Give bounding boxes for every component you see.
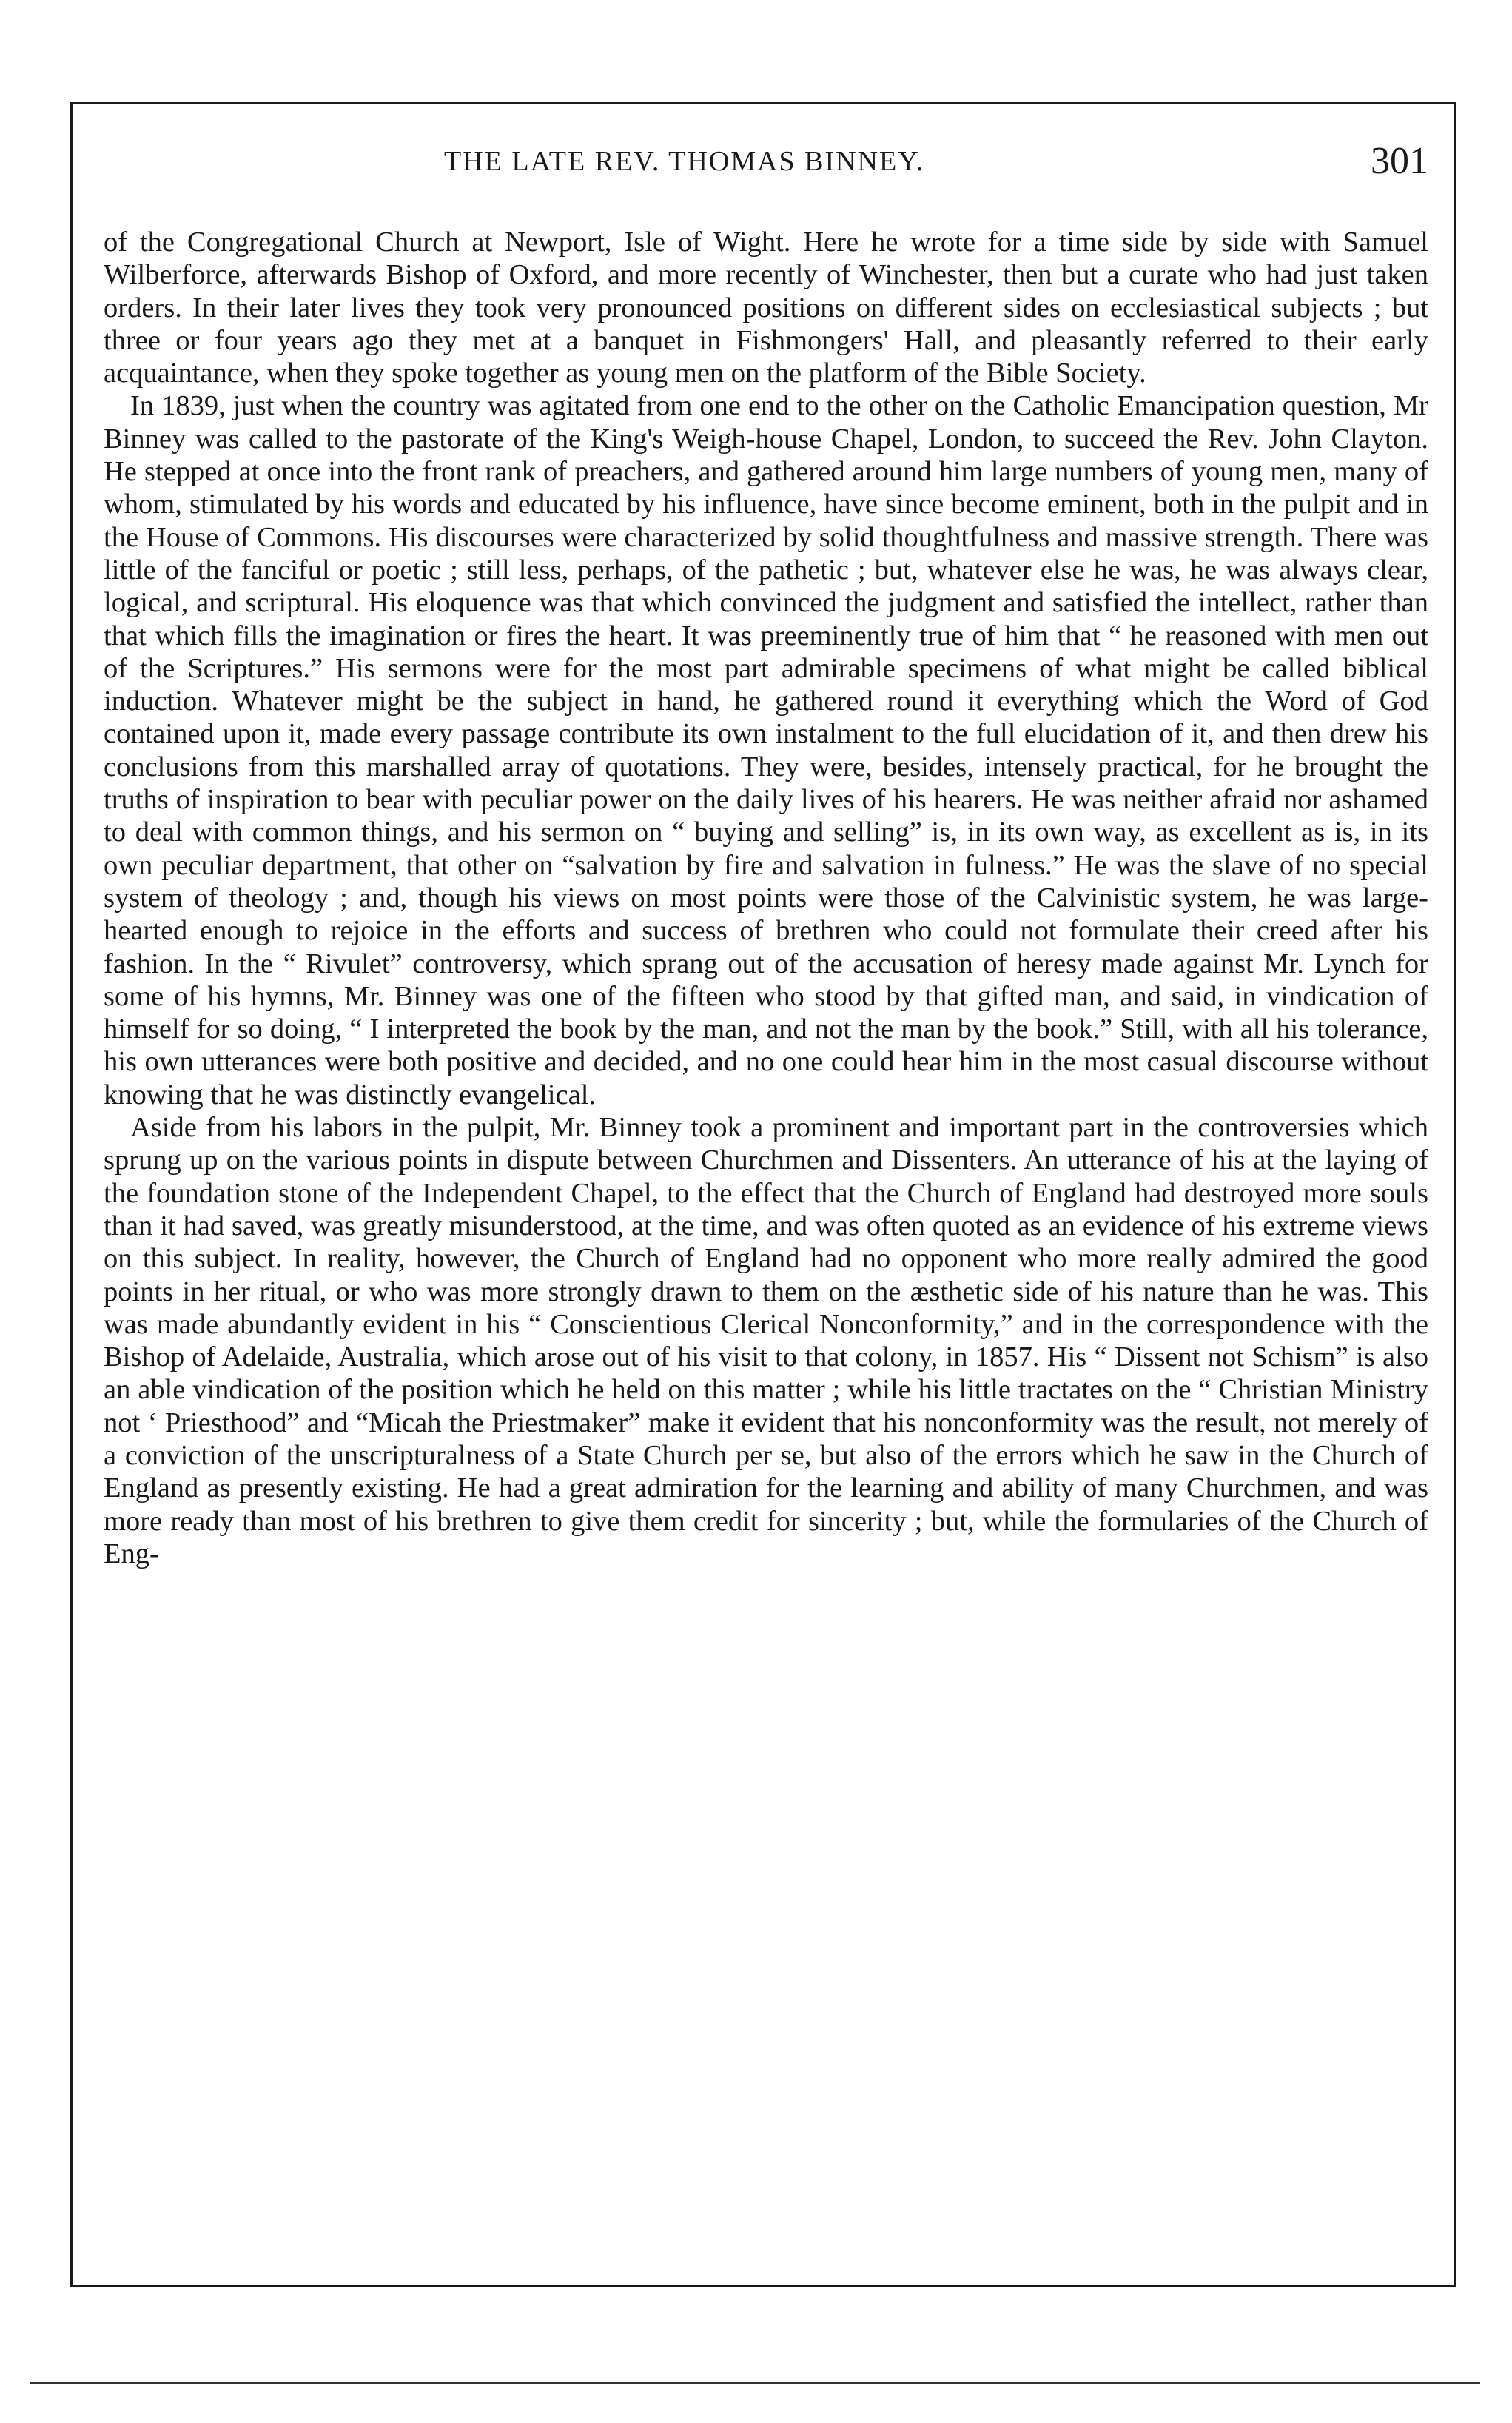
frame-top-rule	[70, 102, 1456, 104]
article-body	[104, 226, 1428, 1570]
page-number: 301	[1371, 140, 1428, 182]
paragraph-continued: of the Congregational Church at Newport, Isle of Wight. Here he wrote for a time side by side with Samuel Wilberforce, afterwards Bishop of Oxford, and more recently of Winchester, then but a curate who had just taken orders. In their later lives they took very pronounced positions on different sides on ecclesiastical subjects ; but three or four years ago they met at a banquet in Fishmongers' Hall, and pleasantly referred to their early acquaintance, when they spoke together as young men on the platform of the Bible Society.	[104, 227, 1428, 389]
page-bottom-rule	[30, 2382, 1480, 2384]
frame-left-rule	[70, 102, 73, 2286]
page-header	[104, 139, 1428, 191]
frame-right-rule	[1454, 102, 1456, 2286]
frame-bottom-rule	[70, 2285, 1456, 2287]
running-title: THE LATE REV. THOMAS BINNEY.	[444, 146, 925, 177]
paragraph-controversies: Aside from his labors in the pulpit, Mr. Binney took a prominent and important part in the controversies which sprung up on the various points in dispute between Churchmen and Dissenters. An utterance of his at the laying of the foundation stone of the Independent Chapel, to the effect that the Church of England had destroyed more souls than it had saved, was greatly misunderstood, at the time, and was often quoted as an evidence of his extreme views on this subject. In reality, however, the Church of England had no opponent who more really admired the good points in her ritual, or who was more strongly drawn to them on the æsthetic side of his nature than he was. This was made abundantly evident in his “ Conscientious Clerical Nonconformity,” and in the correspondence with the Bishop of Adelaide, Australia, which arose out of his visit to that colony, in 1857. His “ Dissent not Schism” is also an able vindication of the position which he held on this matter ; while his little tractates on the “ Christian Ministry not ‘ Priesthood” and “Micah the Priestmaker” make it evident that his nonconformity was the result, not merely of a conviction of the unscripturalness of a State Church per se, but also of the errors which he saw in the Church of England as presently existing. He had a great admiration for the learning and ability of many Churchmen, and was more ready than most of his brethren to give them credit for sincerity ; but, while the formularies of the Church of Eng-	[104, 1112, 1428, 1569]
paragraph-weigh-house: In 1839, just when the country was agitated from one end to the other on the Catholic Emancipation question, Mr Binney was called to the pastorate of the King's Weigh-house Chapel, London, to succeed the Rev. John Clayton. He stepped at once into the front rank of preachers, and gathered around him large numbers of young men, many of whom, stimulated by his words and educated by his influence, have since become eminent, both in the pulpit and in the House of Commons. His discourses were characterized by solid thoughtfulness and massive strength. There was little of the fanciful or poetic ; still less, perhaps, of the pathetic ; but, whatever else he was, he was always clear, logical, and scriptural. His eloquence was that which convinced the judgment and satisfied the intellect, rather than that which fills the imagination or fires the heart. It was preeminently true of him that “ he reasoned with men out of the Scriptures.” His sermons were for the most part admirable specimens of what might be called biblical induction. Whatever might be the subject in hand, he gathered round it everything which the Word of God contained upon it, made every passage contribute its own instalment to the full elucidation of it, and then drew his conclusions from this marshalled array of quotations. They were, besides, intensely practical, for he brought the truths of inspiration to bear with peculiar power on the daily lives of his hearers. He was neither afraid nor ashamed to deal with common things, and his sermon on “ buying and selling” is, in its own way, as excellent as is, in its own peculiar department, that other on “salvation by fire and salvation in fulness.” He was the slave of no special system of theology ; and, though his views on most points were those of the Calvinistic system, he was large-hearted enough to rejoice in the efforts and success of brethren who could not formulate their creed after his fashion. In the “ Rivulet” controversy, which sprang out of the accusation of heresy made against Mr. Lynch for some of his hymns, Mr. Binney was one of the fifteen who stood by that gifted man, and said, in vindication of himself for so doing, “ I interpreted the book by the man, and not the man by the book.” Still, with all his tolerance, his own utterances were both positive and decided, and no one could hear him in the most casual discourse without knowing that he was distinctly evangelical.	[104, 390, 1428, 1110]
